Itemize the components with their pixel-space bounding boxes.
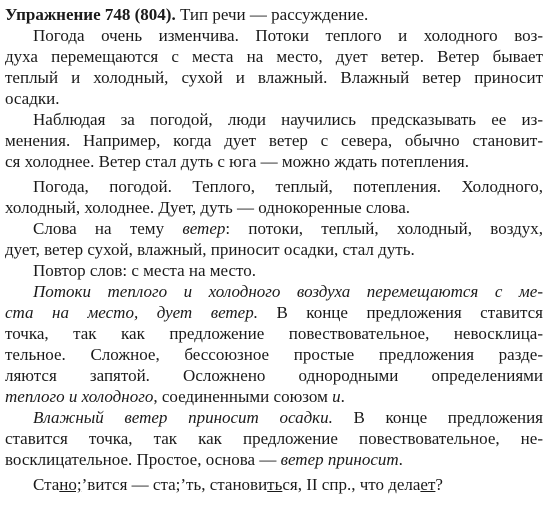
conjunction: и [332, 387, 341, 406]
sentence2-line [5, 449, 543, 470]
grammatical-basis: ветер приносит [280, 450, 399, 469]
sentence1-comment: , соединенными союзом [153, 387, 333, 406]
topic-list: : потоки, теплый, холодный, воздух, [225, 219, 543, 238]
sentence2-line [5, 407, 543, 428]
sentence1-line: ляются запятой. Осложнено однородными определениями [5, 366, 543, 385]
sentence1-line: тельное. Сложное, бессоюзное простые предложения разде- [5, 345, 543, 364]
sentence2-line: ставится точка, так как предложение повествовательное, не- [5, 429, 543, 448]
morph-part: ’ть, станови [180, 475, 268, 494]
text-line: Наблюдая за погодой, люди научились предсказывать ее из- [33, 110, 543, 129]
text-line: осадки. [5, 89, 60, 108]
sentence2-period: . [398, 450, 403, 469]
sentence1-quote-end: ста на место, дует ветер. [5, 303, 258, 322]
sentence2-quote: Влажный ветер приносит осадки. [33, 408, 333, 427]
morph-part: ет [420, 475, 436, 494]
topic-words-line [5, 218, 543, 239]
sentence1-line [5, 302, 543, 323]
exercise-title: Упражнение 748 (804). [5, 5, 176, 24]
morph-part: но; [59, 475, 82, 494]
homogeneous-modifiers: теплого и холодного [5, 387, 154, 406]
morph-part: ? [435, 475, 443, 494]
morph-part: Ста [33, 475, 60, 494]
sentence1-period: . [340, 387, 345, 406]
sentence1-comment: В конце предложения ставится [257, 303, 543, 322]
sentence2-comment: восклицательное. Простое, основа — [5, 450, 281, 469]
topic-word: ветер [182, 219, 226, 238]
repetition-line: Повтор слов: с места на место. [33, 261, 256, 280]
sentence2-comment: В конце предложения [332, 408, 543, 427]
morph-part: ть [267, 475, 283, 494]
cognates-line: холодный, холоднее. Дует, дуть — однокоренные слова. [5, 198, 410, 217]
exercise-subtitle: Тип речи — рассуждение. [175, 5, 369, 24]
topic-words-line: дует, ветер сухой, влажный, приносит осадки, стал дуть. [5, 240, 415, 259]
sentence1-line: точка, так как предложение повествовательное, невосклица- [5, 324, 543, 343]
text-line: ся холоднее. Ветер стал дуть с юга — можно ждать потепления. [5, 152, 469, 171]
sentence1-quote: Потоки теплого и холодного воздуха перемещаются с ме- [33, 282, 543, 301]
exercise-header [5, 4, 543, 25]
morph-part: ся, II спр., что дела [282, 475, 421, 494]
sentence1-line [5, 386, 543, 407]
cognates-line: Погода, погодой. Теплого, теплый, потепления. Холодного, [33, 177, 543, 196]
morphology-line [5, 474, 543, 495]
text-line: Погода очень изменчива. Потоки теплого и холодного воз- [33, 26, 543, 45]
text-line: менения. Например, когда дует ветер с севера, обычно становит- [5, 131, 543, 150]
topic-prefix: Слова на тему [33, 219, 183, 238]
source-text [5, 25, 543, 172]
morph-part: ’вится — ста; [81, 475, 181, 494]
text-line: теплый и холодный, сухой и влажный. Влажный ветер приносит [5, 68, 543, 87]
text-line: духа перемещаются с места на место, дует ветер. Ветер бывает [5, 47, 543, 66]
